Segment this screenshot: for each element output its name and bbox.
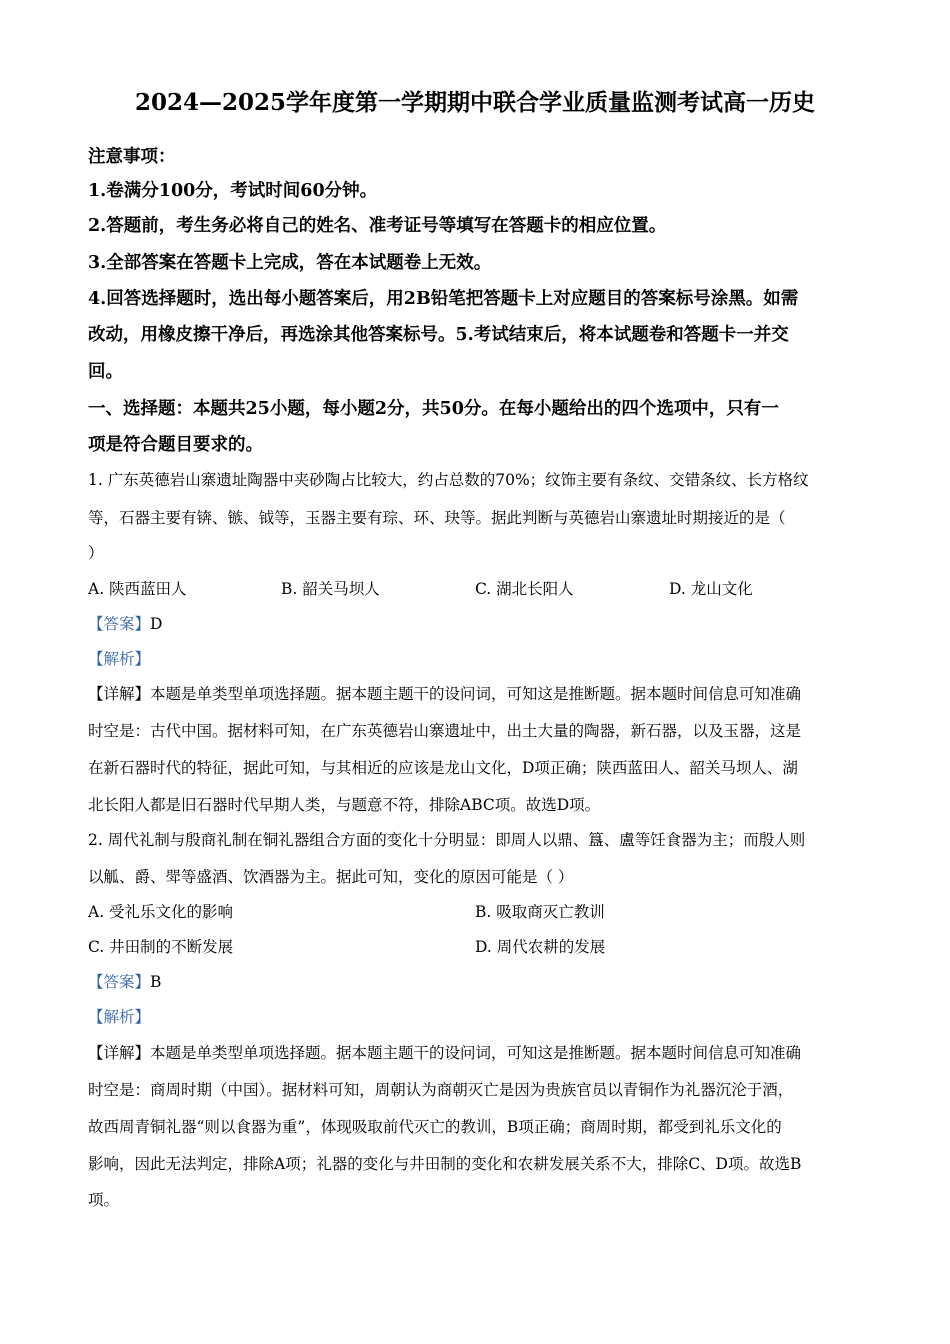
q2-option-a: A. 受礼乐文化的影响 <box>88 903 234 921</box>
q1-detail-line1: 【详解】本题是单类型单项选择题。据本题主题干的设问词，可知这是推断题。据本题时间信息可知准确 <box>88 685 802 703</box>
q1-option-b: B. 韶关马坝人 <box>281 580 380 598</box>
q1-answer-tag: 【答案】 <box>88 615 151 633</box>
q1-analysis-tag: 【解析】 <box>88 650 151 668</box>
q2-detail-line5: 项。 <box>88 1191 120 1209</box>
q2-option-c: C. 井田制的不断发展 <box>88 938 234 956</box>
section-heading-line1: 一、选择题：本题共25小题，每小题2分，共50分。在每小题给出的四个选项中，只有一 <box>88 399 779 419</box>
q1-option-a: A. 陕西蓝田人 <box>88 580 187 598</box>
notice-item-1: 1.卷满分100分，考试时间60分钟。 <box>88 181 378 201</box>
q1-detail-line3: 在新石器时代的特征，据此可知，与其相近的应该是龙山文化，D项正确；陕西蓝田人、韶关马坝人、湖 <box>88 759 798 777</box>
notice-item-2: 2.答题前，考生务必将自己的姓名、准考证号等填写在答题卡的相应位置。 <box>88 216 667 236</box>
q2-analysis-tag: 【解析】 <box>88 1008 151 1026</box>
q2-option-d: D. 周代农耕的发展 <box>475 938 606 956</box>
q1-stem-line1: 1. 广东英德岩山寨遗址陶器中夹砂陶占比较大，约占总数的70%；纹饰主要有条纹、交错条纹、长方格纹 <box>88 471 809 489</box>
q1-answer-value: D <box>150 615 163 633</box>
q2-answer-tag: 【答案】 <box>88 973 151 991</box>
notice-item-4-line3: 回。 <box>88 362 123 382</box>
q2-stem-line1: 2. 周代礼制与殷商礼制在铜礼器组合方面的变化十分明显：即周人以鼎、簋、盧等饪食器为主；而殷人则 <box>88 831 806 849</box>
notice-item-4-line2: 改动，用橡皮擦干净后，再选涂其他答案标号。5.考试结束后，将本试题卷和答题卡一并交 <box>88 325 789 345</box>
q2-detail-line2: 时空是：商周时期（中国）。据材料可知，周朝认为商朝灭亡是因为贵族官员以青铜作为礼器沉沦于酒， <box>88 1081 794 1099</box>
q2-detail-line1: 【详解】本题是单类型单项选择题。据本题主题干的设问词，可知这是推断题。据本题时间信息可知准确 <box>88 1044 802 1062</box>
q2-option-b: B. 吸取商灭亡教训 <box>475 903 605 921</box>
section-heading-line2: 项是符合题目要求的。 <box>88 435 263 455</box>
q2-detail-line3: 故西周青铜礼器“则以食器为重”，体现吸取前代灭亡的教训，B项正确；商周时期，都受到礼乐文化的 <box>88 1118 782 1136</box>
notice-heading: 注意事项： <box>88 147 176 167</box>
q1-option-d: D. 龙山文化 <box>669 580 753 598</box>
q2-answer <box>88 970 161 992</box>
q1-option-c: C. 湖北长阳人 <box>475 580 574 598</box>
q1-detail-line2: 时空是：古代中国。据材料可知，在广东英德岩山寨遗址中，出土大量的陶器，新石器，以及玉器，这是 <box>88 722 802 740</box>
q2-answer-value: B <box>150 973 162 991</box>
notice-item-3: 3.全部答案在答题卡上完成，答在本试题卷上无效。 <box>88 253 492 273</box>
q2-detail-line4: 影响，因此无法判定，排除A项；礼器的变化与井田制的变化和农耕发展关系不大，排除C、D项。故选B <box>88 1155 802 1173</box>
notice-item-4-line1: 4.回答选择题时，选出每小题答案后，用2B铅笔把答题卡上对应题目的答案标号涂黑。如需 <box>88 289 799 309</box>
q1-stem-line3: ） <box>88 544 104 562</box>
exam-title: 2024—2025学年度第一学期期中联合学业质量监测考试高一历史 <box>134 89 816 116</box>
q2-stem-line2: 以觚、爵、斝等盛酒、饮酒器为主。据此可知，变化的原因可能是（ ） <box>88 868 574 886</box>
q1-stem-line2: 等，石器主要有锛、镞、钺等，玉器主要有琮、环、玦等。据此判断与英德岩山寨遗址时期接近的是（ <box>88 509 786 527</box>
q1-answer <box>88 612 162 634</box>
q1-detail-line4: 北长阳人都是旧石器时代早期人类，与题意不符，排除ABC项。故选D项。 <box>88 796 601 814</box>
